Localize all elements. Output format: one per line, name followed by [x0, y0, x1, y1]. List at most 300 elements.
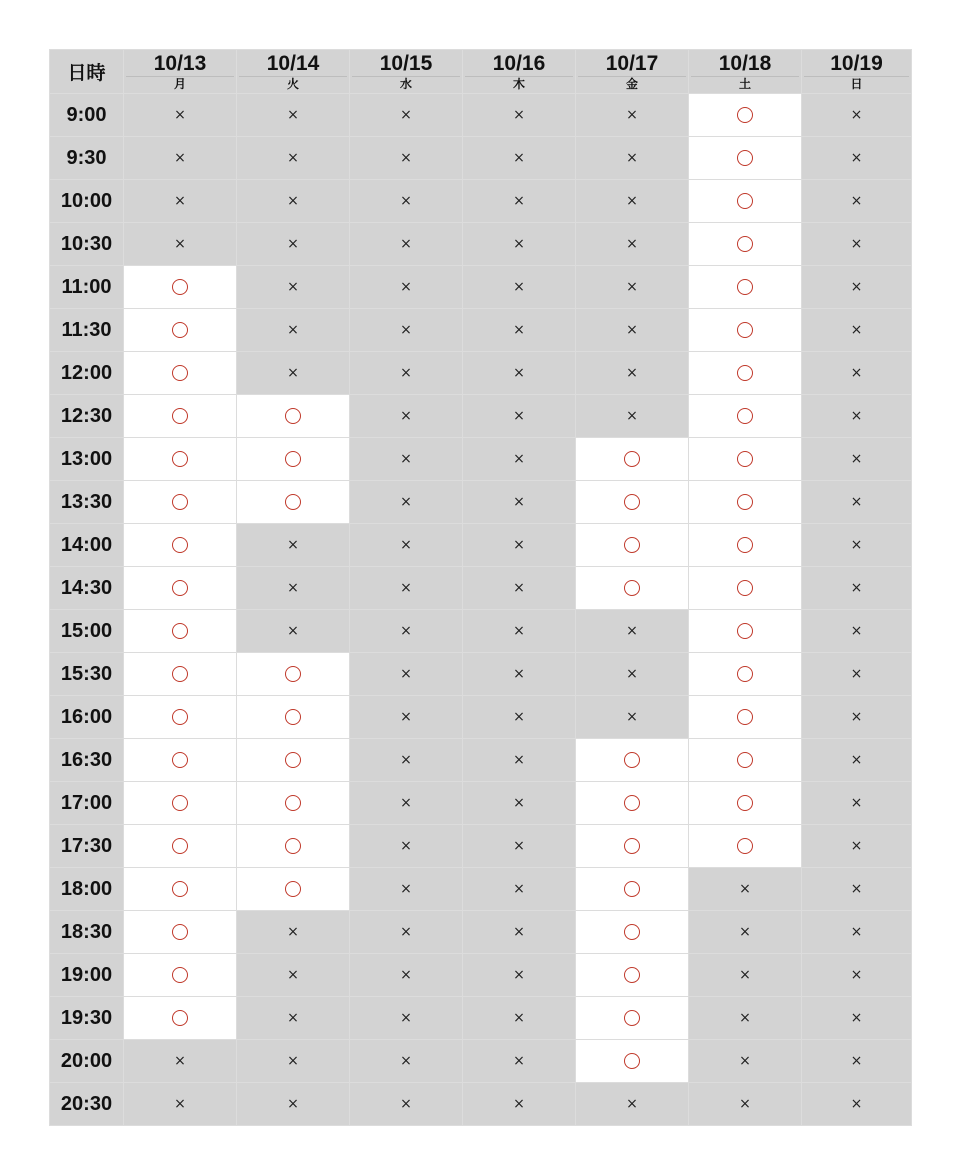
slot-available [124, 782, 237, 825]
slot-unavailable [802, 782, 912, 825]
unavailable-mark-icon: × [850, 494, 863, 510]
time-label: 15:30 [50, 653, 124, 696]
unavailable-mark-icon: × [626, 193, 638, 209]
slot-unavailable [350, 352, 463, 395]
slot-unavailable [237, 1040, 350, 1083]
unavailable-mark-icon: × [287, 1096, 299, 1112]
available-mark-icon [172, 881, 188, 897]
table-row [50, 567, 912, 610]
slot-available [576, 911, 689, 954]
slot-available [124, 481, 237, 524]
unavailable-mark-icon: × [513, 838, 525, 854]
unavailable-mark-icon: × [739, 924, 751, 940]
unavailable-mark-icon: × [739, 1053, 751, 1069]
available-mark-icon [624, 1053, 640, 1069]
slot-unavailable [689, 997, 802, 1040]
slot-unavailable [802, 352, 912, 395]
unavailable-mark-icon: × [400, 451, 412, 467]
slot-unavailable [237, 352, 350, 395]
slot-unavailable [463, 180, 576, 223]
unavailable-mark-icon: × [626, 709, 638, 725]
slot-unavailable [350, 653, 463, 696]
slot-available [124, 309, 237, 352]
day-weekday: 水 [352, 76, 460, 93]
slot-unavailable [802, 524, 912, 567]
slot-unavailable [124, 223, 237, 266]
day-header [689, 50, 802, 94]
slot-unavailable [463, 1040, 576, 1083]
time-label: 12:30 [50, 395, 124, 438]
available-mark-icon [624, 451, 640, 467]
slot-available [689, 309, 802, 352]
slot-available [124, 266, 237, 309]
slot-unavailable [350, 94, 463, 137]
slot-unavailable [802, 395, 912, 438]
slot-unavailable [463, 438, 576, 481]
available-mark-icon [285, 451, 301, 467]
unavailable-mark-icon: × [400, 924, 412, 940]
slot-unavailable [802, 1083, 912, 1126]
day-date: 10/18 [718, 51, 772, 75]
unavailable-mark-icon: × [400, 967, 412, 983]
slot-unavailable [802, 438, 912, 481]
unavailable-mark-icon: × [400, 236, 412, 252]
time-label: 19:30 [50, 997, 124, 1040]
slot-unavailable [237, 94, 350, 137]
slot-unavailable [350, 911, 463, 954]
day-weekday: 木 [465, 76, 573, 93]
available-mark-icon [172, 279, 188, 295]
available-mark-icon [737, 365, 753, 381]
slot-unavailable [350, 438, 463, 481]
unavailable-mark-icon: × [850, 1010, 863, 1026]
unavailable-mark-icon: × [400, 1096, 412, 1112]
unavailable-mark-icon: × [287, 279, 299, 295]
slot-unavailable [237, 954, 350, 997]
time-label: 19:00 [50, 954, 124, 997]
unavailable-mark-icon: × [287, 193, 299, 209]
unavailable-mark-icon: × [626, 279, 638, 295]
unavailable-mark-icon: × [850, 365, 863, 381]
slot-unavailable [237, 524, 350, 567]
slot-unavailable [802, 137, 912, 180]
slot-unavailable [237, 223, 350, 266]
available-mark-icon [737, 752, 753, 768]
available-mark-icon [172, 494, 188, 510]
unavailable-mark-icon: × [174, 193, 186, 209]
time-label: 9:30 [50, 137, 124, 180]
slot-unavailable [350, 180, 463, 223]
time-label: 13:30 [50, 481, 124, 524]
unavailable-mark-icon: × [626, 1096, 638, 1112]
slot-unavailable [802, 266, 912, 309]
slot-available [689, 696, 802, 739]
time-label: 14:30 [50, 567, 124, 610]
unavailable-mark-icon: × [400, 279, 412, 295]
available-mark-icon [172, 322, 188, 338]
day-date: 10/17 [605, 51, 659, 75]
slot-available [124, 653, 237, 696]
day-header [350, 50, 463, 94]
available-mark-icon [172, 666, 188, 682]
slot-available [237, 782, 350, 825]
slot-unavailable [463, 481, 576, 524]
unavailable-mark-icon: × [287, 537, 299, 553]
unavailable-mark-icon: × [513, 623, 525, 639]
unavailable-mark-icon: × [287, 107, 299, 123]
unavailable-mark-icon: × [739, 1096, 751, 1112]
day-date: 10/15 [379, 51, 433, 75]
slot-unavailable [576, 1083, 689, 1126]
available-mark-icon [624, 537, 640, 553]
unavailable-mark-icon: × [400, 1010, 412, 1026]
slot-unavailable [802, 610, 912, 653]
available-mark-icon [737, 666, 753, 682]
available-mark-icon [285, 752, 301, 768]
slot-unavailable [463, 94, 576, 137]
slot-unavailable [350, 1083, 463, 1126]
available-mark-icon [737, 236, 753, 252]
time-label: 20:30 [50, 1083, 124, 1126]
available-mark-icon [285, 838, 301, 854]
unavailable-mark-icon: × [850, 881, 863, 897]
slot-available [237, 739, 350, 782]
unavailable-mark-icon: × [850, 924, 863, 940]
available-mark-icon [624, 795, 640, 811]
slot-unavailable [576, 266, 689, 309]
table-row [50, 825, 912, 868]
unavailable-mark-icon: × [400, 1053, 412, 1069]
slot-available [689, 438, 802, 481]
corner-label: 日時 [50, 50, 124, 94]
table-row [50, 395, 912, 438]
slot-unavailable [237, 911, 350, 954]
available-mark-icon [172, 795, 188, 811]
table-row [50, 309, 912, 352]
slot-unavailable [124, 1083, 237, 1126]
slot-available [689, 653, 802, 696]
slot-available [576, 739, 689, 782]
available-mark-icon [172, 580, 188, 596]
unavailable-mark-icon: × [513, 924, 525, 940]
unavailable-mark-icon: × [400, 107, 412, 123]
slot-unavailable [124, 137, 237, 180]
unavailable-mark-icon: × [626, 408, 638, 424]
unavailable-mark-icon: × [513, 451, 525, 467]
available-mark-icon [172, 838, 188, 854]
unavailable-mark-icon: × [400, 408, 412, 424]
slot-available [237, 825, 350, 868]
slot-unavailable [350, 610, 463, 653]
slot-unavailable [463, 825, 576, 868]
slot-unavailable [237, 567, 350, 610]
unavailable-mark-icon: × [850, 838, 863, 854]
slot-unavailable [463, 223, 576, 266]
slot-unavailable [350, 266, 463, 309]
available-mark-icon [285, 795, 301, 811]
time-label: 12:00 [50, 352, 124, 395]
unavailable-mark-icon: × [400, 150, 412, 166]
day-weekday: 日 [804, 76, 909, 93]
unavailable-mark-icon: × [850, 666, 863, 682]
slot-unavailable [689, 911, 802, 954]
slot-unavailable [237, 137, 350, 180]
slot-unavailable [124, 1040, 237, 1083]
slot-unavailable [802, 223, 912, 266]
unavailable-mark-icon: × [287, 1053, 299, 1069]
slot-available [237, 481, 350, 524]
slot-unavailable [237, 309, 350, 352]
slot-unavailable [576, 696, 689, 739]
slot-unavailable [689, 868, 802, 911]
time-label: 10:00 [50, 180, 124, 223]
slot-unavailable [237, 1083, 350, 1126]
slot-unavailable [350, 825, 463, 868]
unavailable-mark-icon: × [850, 537, 863, 553]
slot-unavailable [802, 739, 912, 782]
time-label: 11:30 [50, 309, 124, 352]
slot-unavailable [463, 309, 576, 352]
day-date: 10/14 [266, 51, 320, 75]
unavailable-mark-icon: × [287, 236, 299, 252]
unavailable-mark-icon: × [513, 881, 525, 897]
unavailable-mark-icon: × [400, 494, 412, 510]
slot-unavailable [802, 481, 912, 524]
unavailable-mark-icon: × [287, 365, 299, 381]
available-mark-icon [737, 451, 753, 467]
slot-unavailable [350, 567, 463, 610]
slot-available [124, 567, 237, 610]
slot-unavailable [350, 997, 463, 1040]
available-mark-icon [172, 709, 188, 725]
slot-unavailable [802, 954, 912, 997]
unavailable-mark-icon: × [850, 408, 863, 424]
slot-unavailable [124, 180, 237, 223]
unavailable-mark-icon: × [850, 322, 863, 338]
table-row [50, 481, 912, 524]
available-mark-icon [172, 924, 188, 940]
slot-unavailable [689, 1040, 802, 1083]
unavailable-mark-icon: × [400, 709, 412, 725]
available-mark-icon [624, 881, 640, 897]
slot-unavailable [463, 911, 576, 954]
unavailable-mark-icon: × [513, 193, 525, 209]
unavailable-mark-icon: × [850, 623, 863, 639]
unavailable-mark-icon: × [850, 967, 863, 983]
header-row [50, 50, 912, 94]
slot-available [689, 395, 802, 438]
unavailable-mark-icon: × [513, 1010, 525, 1026]
available-mark-icon [737, 322, 753, 338]
time-label: 13:00 [50, 438, 124, 481]
table-row [50, 524, 912, 567]
slot-available [576, 782, 689, 825]
available-mark-icon [737, 279, 753, 295]
slot-unavailable [463, 567, 576, 610]
slot-available [576, 954, 689, 997]
time-label: 15:00 [50, 610, 124, 653]
slot-unavailable [802, 1040, 912, 1083]
slot-available [124, 352, 237, 395]
unavailable-mark-icon: × [850, 107, 863, 123]
unavailable-mark-icon: × [739, 881, 751, 897]
available-mark-icon [285, 408, 301, 424]
table-row [50, 954, 912, 997]
table-body [50, 94, 912, 1126]
slot-unavailable [802, 567, 912, 610]
slot-available [124, 438, 237, 481]
time-label: 14:00 [50, 524, 124, 567]
slot-unavailable [350, 137, 463, 180]
slot-unavailable [689, 1083, 802, 1126]
slot-unavailable [576, 94, 689, 137]
available-mark-icon [737, 838, 753, 854]
available-mark-icon [172, 408, 188, 424]
slot-unavailable [576, 653, 689, 696]
unavailable-mark-icon: × [850, 1053, 863, 1069]
table-row [50, 223, 912, 266]
slot-unavailable [802, 911, 912, 954]
day-header [576, 50, 689, 94]
available-mark-icon [624, 494, 640, 510]
slot-unavailable [350, 395, 463, 438]
slot-unavailable [463, 266, 576, 309]
slot-unavailable [463, 868, 576, 911]
slot-unavailable [237, 266, 350, 309]
slot-unavailable [350, 223, 463, 266]
time-label: 9:00 [50, 94, 124, 137]
slot-available [124, 610, 237, 653]
table-row [50, 782, 912, 825]
available-mark-icon [172, 451, 188, 467]
slot-available [576, 1040, 689, 1083]
unavailable-mark-icon: × [400, 537, 412, 553]
unavailable-mark-icon: × [626, 150, 638, 166]
day-header [463, 50, 576, 94]
unavailable-mark-icon: × [626, 666, 638, 682]
available-mark-icon [172, 752, 188, 768]
slot-available [124, 911, 237, 954]
unavailable-mark-icon: × [513, 795, 525, 811]
day-weekday: 月 [126, 76, 234, 93]
slot-available [124, 868, 237, 911]
time-label: 11:00 [50, 266, 124, 309]
unavailable-mark-icon: × [626, 107, 638, 123]
day-date: 10/16 [492, 51, 546, 75]
table-row [50, 1040, 912, 1083]
slot-available [124, 825, 237, 868]
day-weekday: 火 [239, 76, 347, 93]
slot-available [237, 653, 350, 696]
unavailable-mark-icon: × [174, 236, 186, 252]
slot-available [689, 481, 802, 524]
available-mark-icon [624, 924, 640, 940]
available-mark-icon [737, 623, 753, 639]
available-mark-icon [737, 580, 753, 596]
time-label: 18:30 [50, 911, 124, 954]
slot-unavailable [463, 653, 576, 696]
unavailable-mark-icon: × [513, 1096, 525, 1112]
slot-unavailable [802, 653, 912, 696]
time-label: 16:30 [50, 739, 124, 782]
slot-unavailable [237, 997, 350, 1040]
available-mark-icon [285, 666, 301, 682]
available-mark-icon [624, 580, 640, 596]
slot-unavailable [463, 610, 576, 653]
day-date: 10/13 [153, 51, 207, 75]
slot-unavailable [463, 1083, 576, 1126]
unavailable-mark-icon: × [287, 580, 299, 596]
slot-available [237, 868, 350, 911]
unavailable-mark-icon: × [739, 967, 751, 983]
slot-unavailable [689, 954, 802, 997]
slot-unavailable [463, 137, 576, 180]
unavailable-mark-icon: × [850, 580, 863, 596]
unavailable-mark-icon: × [513, 107, 525, 123]
unavailable-mark-icon: × [400, 752, 412, 768]
unavailable-mark-icon: × [626, 623, 638, 639]
slot-unavailable [576, 610, 689, 653]
unavailable-mark-icon: × [850, 193, 863, 209]
unavailable-mark-icon: × [513, 279, 525, 295]
slot-available [689, 825, 802, 868]
unavailable-mark-icon: × [400, 365, 412, 381]
unavailable-mark-icon: × [513, 322, 525, 338]
table-row [50, 1083, 912, 1126]
slot-unavailable [350, 1040, 463, 1083]
slot-unavailable [463, 782, 576, 825]
slot-unavailable [350, 481, 463, 524]
time-label: 16:00 [50, 696, 124, 739]
slot-unavailable [350, 868, 463, 911]
time-label: 17:30 [50, 825, 124, 868]
unavailable-mark-icon: × [400, 193, 412, 209]
available-mark-icon [737, 408, 753, 424]
unavailable-mark-icon: × [626, 365, 638, 381]
table-row [50, 180, 912, 223]
slot-unavailable [463, 739, 576, 782]
slot-available [124, 395, 237, 438]
unavailable-mark-icon: × [513, 236, 525, 252]
unavailable-mark-icon: × [287, 924, 299, 940]
unavailable-mark-icon: × [287, 967, 299, 983]
available-mark-icon [172, 623, 188, 639]
availability-table [49, 49, 912, 1126]
time-label: 18:00 [50, 868, 124, 911]
slot-unavailable [576, 137, 689, 180]
slot-unavailable [463, 997, 576, 1040]
unavailable-mark-icon: × [513, 666, 525, 682]
unavailable-mark-icon: × [400, 580, 412, 596]
unavailable-mark-icon: × [513, 1053, 525, 1069]
slot-unavailable [576, 352, 689, 395]
unavailable-mark-icon: × [513, 709, 525, 725]
available-mark-icon [624, 967, 640, 983]
unavailable-mark-icon: × [513, 150, 525, 166]
table-row [50, 696, 912, 739]
table-row [50, 997, 912, 1040]
time-label: 20:00 [50, 1040, 124, 1083]
day-weekday: 土 [691, 76, 799, 93]
unavailable-mark-icon: × [850, 709, 863, 725]
slot-available [576, 567, 689, 610]
slot-available [689, 266, 802, 309]
unavailable-mark-icon: × [513, 537, 525, 553]
slot-available [124, 524, 237, 567]
unavailable-mark-icon: × [400, 881, 412, 897]
day-header [124, 50, 237, 94]
unavailable-mark-icon: × [513, 752, 525, 768]
